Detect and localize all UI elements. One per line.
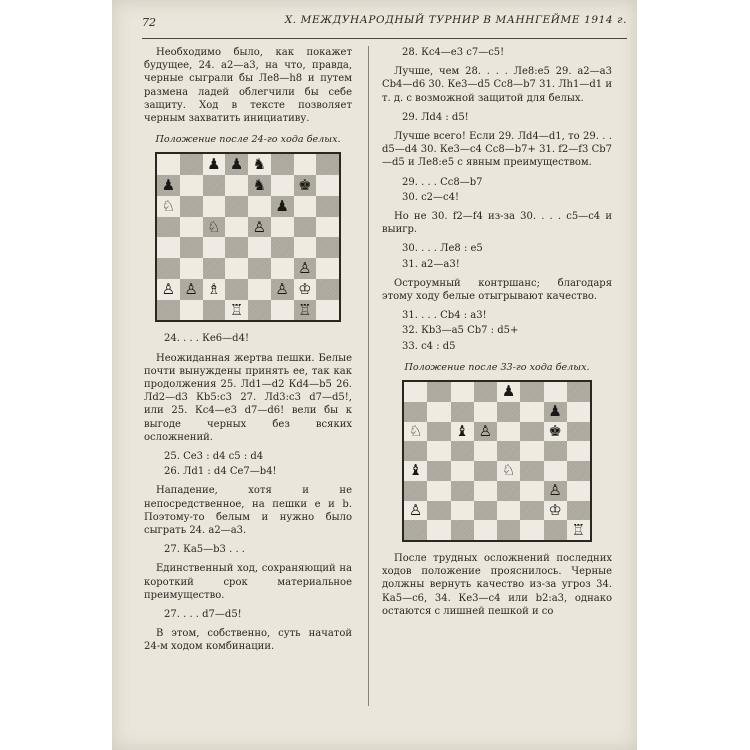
- chess-piece: ♖: [229, 300, 244, 319]
- board-square: [157, 217, 180, 238]
- chess-piece: ♘: [161, 196, 176, 215]
- move-line: 30. c2—c4!: [402, 191, 460, 203]
- move-line: 26. Лd1 : d4 Сe7—b4!: [164, 466, 277, 478]
- board-square: [180, 300, 203, 321]
- board-square: [316, 279, 339, 300]
- board-square: [474, 461, 497, 481]
- board-square: [474, 520, 497, 540]
- board-square: [271, 196, 294, 217]
- board-square: [157, 258, 180, 279]
- board-square: [316, 196, 339, 217]
- board-square: [497, 402, 520, 422]
- board-square: [497, 481, 520, 501]
- chess-piece: ♟: [229, 155, 244, 174]
- page-header: [142, 12, 627, 39]
- board-square: [404, 382, 427, 402]
- paragraph: Остроумный контршанс; благодаря этому ходу белые отыгрывают качество.: [382, 277, 612, 303]
- board-square: [316, 258, 339, 279]
- chess-piece: ♘: [501, 461, 516, 480]
- board-square: [567, 402, 590, 422]
- board-square: [248, 300, 271, 321]
- board-square: [404, 422, 427, 442]
- chess-piece: ♝: [408, 461, 423, 480]
- board-square: [294, 217, 317, 238]
- board-square: [544, 520, 567, 540]
- board-square: [427, 382, 450, 402]
- board-square: [225, 258, 248, 279]
- board-square: [520, 402, 543, 422]
- chess-piece: ♚: [548, 421, 562, 440]
- board-square: [544, 422, 567, 442]
- chess-piece: ♙: [298, 259, 312, 278]
- board-square: [427, 402, 450, 422]
- move-line: 28. Кc4—e3 c7—c5!: [402, 47, 505, 58]
- board-square: [180, 217, 203, 238]
- board-square: [271, 300, 294, 321]
- board-square: [544, 402, 567, 422]
- board-square: [225, 217, 248, 238]
- paragraph: Неожиданная жертва пешки. Белые почти вынуждены принять ее, так как продолжения 25. Лd1—d2 Кd4—b5 26. Лd2—d3 Кb5:c3 27. Лd3:c3 d7—d5!, или 25. Кc4—e3 d7—d6! вели бы к выгоде черных без всяких осложнений.: [144, 352, 352, 443]
- board-square: [203, 237, 226, 258]
- board-square: [271, 217, 294, 238]
- board-square: [248, 258, 271, 279]
- board-square: [427, 422, 450, 442]
- chess-piece: ♟: [548, 402, 562, 421]
- board-square: [451, 382, 474, 402]
- chess-piece: ♙: [161, 279, 176, 298]
- board-square: [497, 520, 520, 540]
- board-square: [225, 300, 248, 321]
- board-square: [497, 501, 520, 521]
- board-square: [520, 422, 543, 442]
- board-square: [520, 481, 543, 501]
- chess-piece: ♙: [184, 279, 198, 298]
- board-square: [520, 520, 543, 540]
- board-square: [271, 154, 294, 175]
- board-square: [451, 441, 474, 461]
- board-square: [316, 217, 339, 238]
- diagram-caption: Положение после 24-го хода белых.: [155, 134, 341, 146]
- chess-piece: ♖: [298, 300, 312, 319]
- board-square: [271, 237, 294, 258]
- board-square: [294, 154, 317, 175]
- board-square: [248, 175, 271, 196]
- board-square: [180, 175, 203, 196]
- book-page: [112, 0, 637, 750]
- board-square: [544, 481, 567, 501]
- board-square: [567, 481, 590, 501]
- board-square: [203, 279, 226, 300]
- board-square: [294, 258, 317, 279]
- board-square: [225, 237, 248, 258]
- move-line: 31. . . . Сb4 : a3!: [402, 310, 487, 322]
- page-number: 72: [142, 16, 156, 29]
- board-square: [316, 154, 339, 175]
- board-square: [404, 481, 427, 501]
- board-square: [427, 461, 450, 481]
- chess-piece: ♟: [275, 196, 289, 215]
- board-square: [203, 217, 226, 238]
- board-square: [203, 196, 226, 217]
- board-square: [157, 300, 180, 321]
- board-square: [567, 461, 590, 481]
- board-square: [157, 175, 180, 196]
- chess-piece: ♞: [252, 176, 267, 195]
- board-square: [451, 402, 474, 422]
- chess-piece: ♙: [408, 500, 423, 519]
- board-square: [248, 237, 271, 258]
- paragraph: Но не 30. f2—f4 из-за 30. . . . c5—c4 и выигр.: [382, 211, 612, 236]
- chess-piece: ♞: [252, 155, 267, 174]
- chess-piece: ♟: [207, 155, 221, 174]
- board-square: [497, 422, 520, 442]
- board-square: [271, 175, 294, 196]
- board-square: [180, 258, 203, 279]
- chess-piece: ♟: [501, 382, 516, 401]
- board-square: [474, 402, 497, 422]
- paragraph: В этом, собственно, суть начатой 24-м ходом комбинации.: [144, 628, 352, 653]
- board-square: [180, 237, 203, 258]
- column-divider: [368, 46, 369, 706]
- chess-piece: ♘: [207, 217, 221, 236]
- move-line: 31. a2—a3!: [402, 258, 460, 270]
- board-square: [404, 461, 427, 481]
- board-square: [567, 422, 590, 442]
- board-square: [294, 196, 317, 217]
- board-square: [316, 175, 339, 196]
- board-square: [497, 461, 520, 481]
- board-square: [203, 175, 226, 196]
- board-square: [427, 501, 450, 521]
- chess-piece: ♚: [298, 176, 312, 195]
- chess-piece: ♗: [207, 279, 221, 298]
- paragraph: Нападение, хотя и не непосредственное, на пешки e и b. Поэтому-то белым и нужно было сыграть 24. a2—a3.: [144, 485, 352, 537]
- board-square: [203, 154, 226, 175]
- board-square: [567, 441, 590, 461]
- chess-piece: ♘: [408, 421, 423, 440]
- move-line: 24. . . . Ке6—d4!: [164, 333, 249, 345]
- board-square: [294, 175, 317, 196]
- board-square: [474, 501, 497, 521]
- board-square: [404, 402, 427, 422]
- chess-piece: ♙: [275, 279, 289, 298]
- board-square: [451, 422, 474, 442]
- board-square: [294, 279, 317, 300]
- chess-piece: ♙: [478, 421, 493, 440]
- board-square: [225, 196, 248, 217]
- board-square: [248, 154, 271, 175]
- board-square: [567, 520, 590, 540]
- board-square: [544, 382, 567, 402]
- chess-piece: ♙: [252, 217, 267, 236]
- board-square: [157, 196, 180, 217]
- chess-diagram-move-24: [155, 152, 341, 322]
- paragraph: После трудных осложнений последних ходов положение прояснилось. Черные должны вернуть качество из-за угроз 34. Кa5—c6, 34. Кe3—c4 или b2:a3, однако остаются с лишней пешкой и со: [382, 553, 612, 617]
- board-square: [451, 520, 474, 540]
- board-square: [271, 279, 294, 300]
- board-square: [180, 154, 203, 175]
- board-square: [497, 441, 520, 461]
- paragraph: Лучше, чем 28. . . . Ле8:e5 29. a2—a3 Сb4—d6 30. Кe3—d5 Сc8—b7 31. Лh1—d1 и т. д. с возможной защитой для белых.: [382, 66, 612, 104]
- board-square: [404, 441, 427, 461]
- board-square: [225, 279, 248, 300]
- move-line: 27. . . . d7—d5!: [164, 609, 242, 621]
- board-square: [180, 279, 203, 300]
- board-square: [451, 501, 474, 521]
- chess-diagram-move-33: [402, 380, 592, 542]
- board-square: [225, 154, 248, 175]
- board-square: [520, 461, 543, 481]
- board-square: [404, 501, 427, 521]
- board-square: [225, 175, 248, 196]
- board-square: [427, 441, 450, 461]
- board-square: [544, 461, 567, 481]
- board-square: [316, 237, 339, 258]
- board-square: [497, 382, 520, 402]
- move-line: 30. . . . Ле8 : e5: [402, 243, 483, 255]
- board-square: [474, 441, 497, 461]
- move-line: 32. Кb3—a5 Сb7 : d5+: [402, 325, 519, 337]
- left-column: [144, 46, 352, 660]
- chess-piece: ♝: [455, 421, 469, 440]
- move-line: 33. c4 : d5: [402, 340, 456, 352]
- board-square: [157, 279, 180, 300]
- chess-piece: ♔: [548, 500, 562, 519]
- board-square: [427, 481, 450, 501]
- chess-piece: ♖: [571, 520, 586, 539]
- move-line: 29. . . . Сc8—b7: [402, 176, 483, 188]
- paragraph: Единственный ход, сохраняющий на короткий срок материальное преимущество.: [144, 563, 352, 601]
- board-square: [520, 501, 543, 521]
- board-square: [404, 520, 427, 540]
- paragraph: Необходимо было, как покажет будущее, 24. a2—a3, на что, правда, черные сыграли бы Ле8—h8 и путем размена ладей облегчили бы себе защиту. Ход в тексте позволяет черным захватить инициативу.: [144, 47, 352, 125]
- board-square: [544, 501, 567, 521]
- move-line: 29. Лd4 : d5!: [402, 111, 469, 123]
- running-title: Х. МЕЖДУНАРОДНЫЙ ТУРНИР В МАННГЕЙМЕ 1914 г.: [284, 14, 627, 26]
- chess-piece: ♟: [161, 176, 176, 195]
- board-square: [567, 501, 590, 521]
- board-square: [203, 300, 226, 321]
- board-square: [474, 422, 497, 442]
- chess-piece: ♙: [548, 481, 562, 500]
- board-square: [271, 258, 294, 279]
- chess-piece: ♔: [298, 279, 312, 298]
- board-square: [451, 481, 474, 501]
- board-square: [567, 382, 590, 402]
- move-line: 27. Кa5—b3 . . .: [164, 544, 245, 556]
- move-line: 25. Сe3 : d4 c5 : d4: [164, 451, 264, 463]
- board-square: [316, 300, 339, 321]
- board-square: [203, 258, 226, 279]
- board-square: [474, 481, 497, 501]
- board-square: [294, 237, 317, 258]
- board-square: [520, 441, 543, 461]
- board-square: [180, 196, 203, 217]
- board-square: [157, 237, 180, 258]
- board-square: [544, 441, 567, 461]
- paragraph: Лучше всего! Если 29. Лd4—d1, то 29. . . d5—d4 30. Кe3—c4 Сc8—b7+ 31. f2—f3 Сb7—d5 и Ле8:e5 с явным преимуществом.: [382, 131, 612, 169]
- board-square: [248, 217, 271, 238]
- board-square: [248, 196, 271, 217]
- board-square: [248, 279, 271, 300]
- board-square: [451, 461, 474, 481]
- board-square: [474, 382, 497, 402]
- diagram-caption: Положение после 33-го хода белых.: [404, 361, 590, 373]
- board-square: [427, 520, 450, 540]
- board-square: [520, 382, 543, 402]
- right-column: [382, 46, 612, 624]
- board-square: [157, 154, 180, 175]
- board-square: [294, 300, 317, 321]
